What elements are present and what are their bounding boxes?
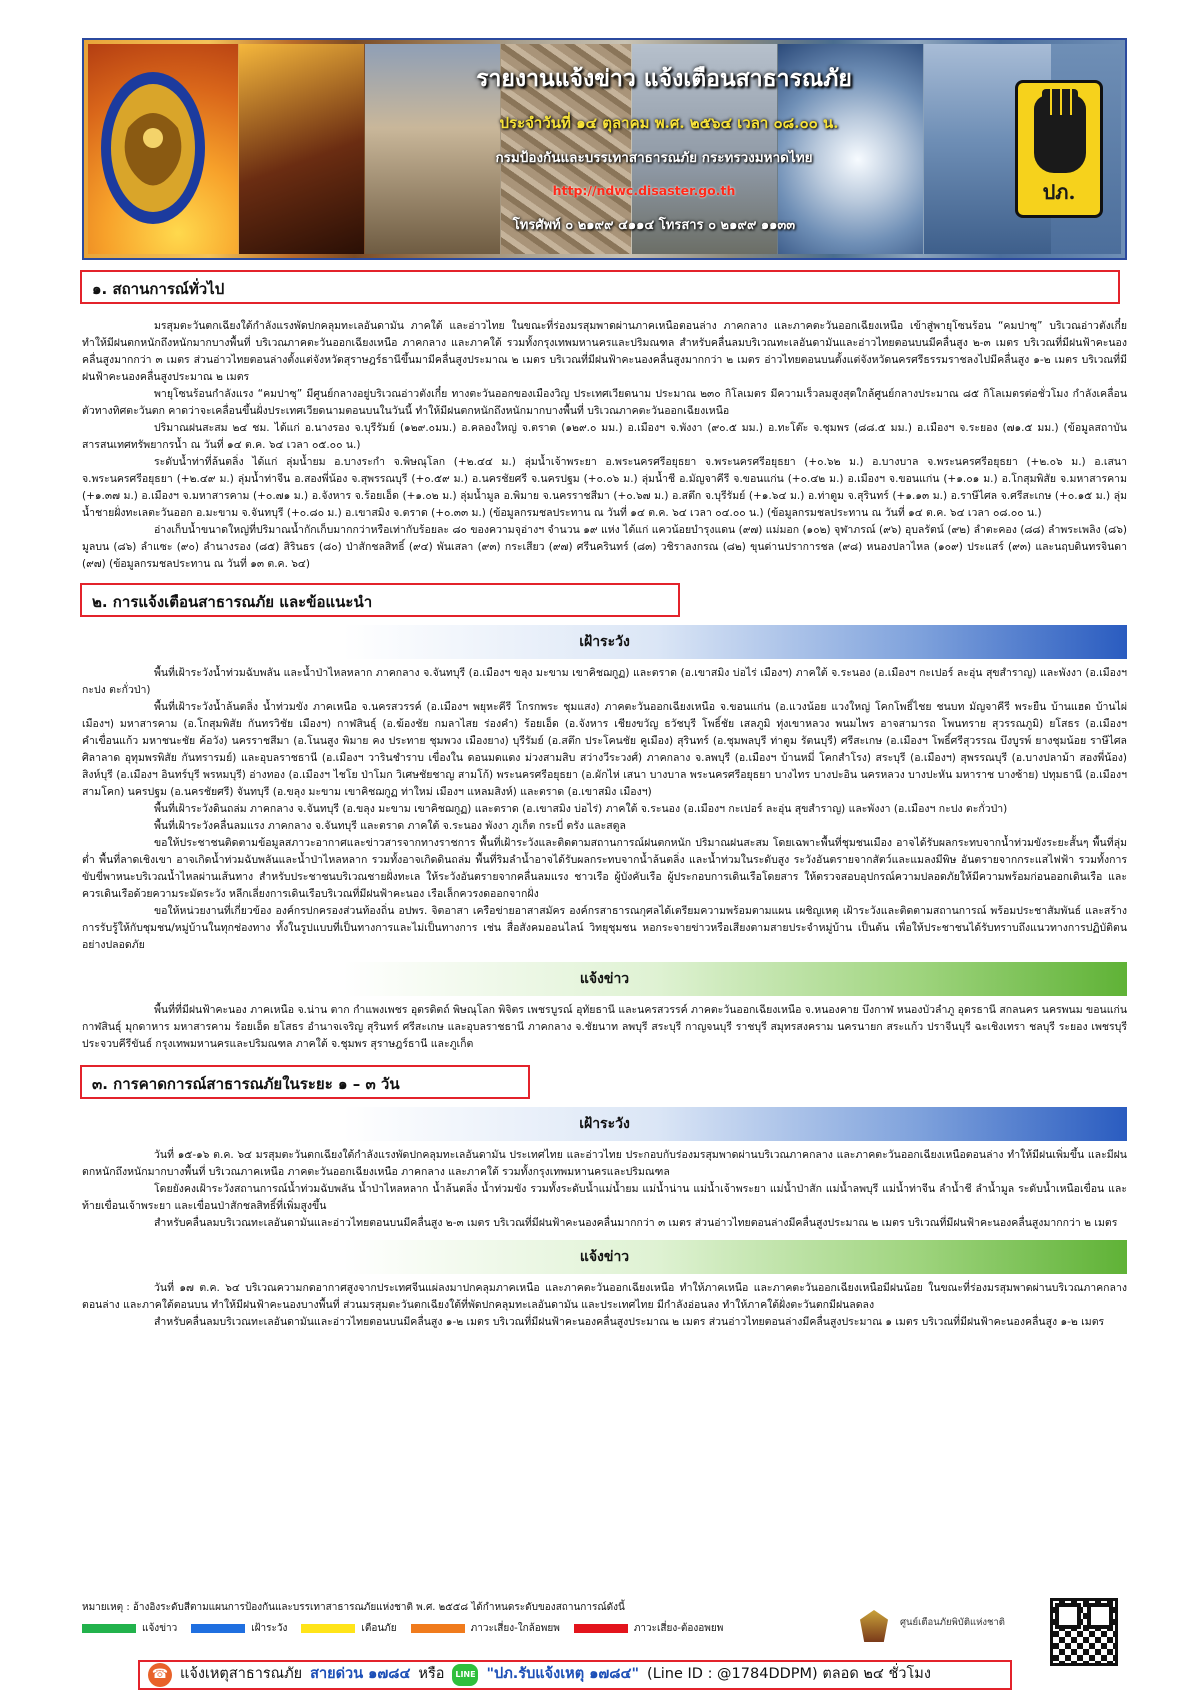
legend-item: เตือนภัย: [301, 1621, 396, 1636]
ddpm-logo: [1015, 80, 1103, 218]
watch-landslide: พื้นที่เฝ้าระวังดินถล่ม ภาคกลาง จ.จันทบุรี (อ.ขลุง มะขาม เขาคิชฌกูฏ) และตราด (อ.เขาสมิง บ่อไร่) ภาคใต้ จ.ระนอง (อ.เมืองฯ กะเปอร์ ละอุ่น สุขสำราญ) และพังงา (อ.เมืองฯ กะปง ตะกั่วป่า): [154, 803, 1008, 815]
general-reservoirs: อ่างเก็บน้ำขนาดใหญ่ที่ปริมาณน้ำกักเก็บมากกว่าหรือเท่ากับร้อยละ ๘๐ ของความจุอ่างฯ จำนวน ๑๙ แห่ง ได้แก่ แควน้อยบำรุงแดน (๙๗) แม่มอก (๑๐๒) จุฬาภรณ์ (๙๖) อุบลรัตน์ (๙๒) ลำตะคอง (๘๘) ลำพระเพลิง (๘๖) มูลบน (๘๖) ลำแซะ (๙๐) ลำนางรอง (๘๕) สิรินธร (๘๐) ป่าสักชลสิทธิ์ (๙๔) พันเสลา (๙๓) กระเสียว (๙๗) ศรีนครินทร์ (๘๓) วชิราลงกรณ (๘๒) ขุนด่านปราการชล (๙๘) หนองปลาไหล (๑๐๙) ประแสร์ (๙๓) และนฤบดินทรจินดา (๙๗) (ข้อมูลกรมชลประทาน ณ วันที่ ๑๓ ต.ค. ๖๔): [82, 524, 1127, 570]
report-date: ประจำวันที่ ๑๔ ตุลาคม พ.ศ. ๒๕๖๔ เวลา ๐๘.๐๐ น.: [499, 114, 839, 132]
general-monsoon: มรสุมตะวันตกเฉียงใต้กำลังแรงพัดปกคลุมทะเลอันดามัน ภาคใต้ และอ่าวไทย ในขณะที่ร่องมรสุมพาดผ่านภาคเหนือตอนล่าง ภาคกลาง และภาคตะวันออกเฉียงเหนือ เข้าสู่พายุโซนร้อน “คมปาซุ” บริเวณอ่าวตังเกี๋ย ทำให้มีฝนตกหนักถึงหนักมากบางพื้นที่ บริเวณภาคตะวันออกเฉียงเหนือ ภาคกลาง และภาคใต้ รวมทั้งกรุงเทพมหานครและปริมณฑล สำหรับคลื่นลมบริเวณทะเลอันดามันและอ่าวไทยตอนบนมีคลื่นสูง ๒-๓ เมตร บริเวณที่มีฝนฟ้าคะนองคลื่นสูงมากกว่า ๓ เมตร ส่วนอ่าวไทยตอนล่างตั้งแต่จังหวัดสุราษฎร์ธานีขึ้นมามีคลื่นสูงประมาณ ๒ เมตร บริเวณที่มีฝนฟ้าคะนองคลื่นสูงมากกว่า ๒ เมตร อ่าวไทยตอนบนตั้งแต่จังหวัดนครศรีธรรมราชลงไปมีคลื่นสูง ๑-๒ เมตร บริเวณที่มีฝนฟ้าคะนองคลื่นสูงประมาณ ๒ เมตร: [82, 320, 1127, 383]
remark: หมายเหตุ : อ้างอิงระดับสีตามแผนการป้องกันและบรรเทาสาธารณภัยแห่งชาติ พ.ศ. ๒๕๕๘ ได้กำหนดระดับของสถานการณ์ดังนี้: [82, 1602, 625, 1613]
hotline-number[interactable]: สายด่วน ๑๗๘๔: [310, 1666, 411, 1683]
line-account-name[interactable]: "ปภ.รับแจ้งเหตุ ๑๗๘๔": [486, 1666, 640, 1683]
section-forecast-title: ๓. การคาดการณ์สาธารณภัยในระยะ ๑ – ๓ วัน: [80, 1065, 530, 1099]
legend-item: เฝ้าระวัง: [191, 1621, 287, 1636]
forecast-watch-2: โดยยังคงเฝ้าระวังสถานการณ์น้ำท่วมฉับพลัน น้ำป่าไหลหลาก น้ำล้นตลิ่ง น้ำท่วมขัง รวมทั้งระดับน้ำแม่น้ำยม แม่น้ำน่าน แม่น้ำเจ้าพระยา แม่น้ำป่าสัก แม่น้ำลพบุรี แม่น้ำท่าจีน ลำน้ำชี ลำน้ำมูล ระดับน้ำเหนือเขื่อน และท้ายเขื่อนเจ้าพระยา และเขื่อนป่าสักชลสิทธิ์ที่เพิ่มสูงขึ้น: [82, 1183, 1127, 1212]
legend-swatch: [191, 1624, 245, 1633]
legend-swatch: [411, 1624, 465, 1633]
forecast-watch-3: สำหรับคลื่นลมบริเวณทะเลอันดามันและอ่าวไทยตอนบนมีคลื่นสูง ๒-๓ เมตร บริเวณที่มีฝนฟ้าคะนองคลื่นมากกว่า ๓ เมตร ส่วนอ่าวไทยตอนล่างมีคลื่นสูงประมาณ ๒ เมตร บริเวณที่มีฝนฟ้าคะนองคลื่นสูงมากกว่า ๒ เมตร: [154, 1217, 1118, 1229]
header-banner: [82, 38, 1127, 260]
forecast-notify-1: วันที่ ๑๗ ต.ค. ๖๔ บริเวณความกดอากาศสูงจากประเทศจีนแผ่ลงมาปกคลุมภาคเหนือ และภาคตะวันออกเฉียงเหนือ ทำให้ภาคเหนือ และภาคตะวันออกเฉียงเหนือมีฝนน้อย ในขณะที่ร่องมรสุมพาดผ่านบริเวณภาคกลางตอนล่าง และภาคใต้ตอนบน ทำให้มีฝนฟ้าคะนองบางพื้นที่ ส่วนมรสุมตะวันตกเฉียงใต้ที่พัดปกคลุมทะเลอันดามัน และประเทศไทย มีกำลังอ่อนลง ทำให้ภาคใต้ฝั่งตะวันตกมีฝนลดลง: [82, 1282, 1127, 1311]
watch-strong-wave: พื้นที่เฝ้าระวังคลื่นลมแรง ภาคกลาง จ.จันทบุรี และตราด ภาคใต้ จ.ระนอง พังงา ภูเก็ต กระบี่ ตรัง และสตูล: [154, 820, 626, 832]
hotline-prefix: แจ้งเหตุสาธารณภัย: [180, 1666, 303, 1683]
section-general-title: ๑. สถานการณ์ทั่วไป: [80, 270, 1120, 304]
forecast-watch-bar: เฝ้าระวัง: [82, 1107, 1127, 1141]
ministry-seal-icon: [98, 68, 208, 228]
general-storm: พายุโซนร้อนกำลังแรง “คมปาซุ” มีศูนย์กลางอยู่บริเวณอ่าวตังเกี๋ย ทางตะวันออกของเมืองวิญ ประเทศเวียดนาม ประมาณ ๒๓๐ กิโลเมตร มีความเร็วลมสูงสุดใกล้ศูนย์กลางประมาณ ๘๕ กิโลเมตรต่อชั่วโมง กำลังเคลื่อนตัวทางทิศตะวันตก คาดว่าจะเคลื่อนขึ้นฝั่งประเทศเวียดนามตอนบนในวันนี้ ทำให้มีฝนตกหนักถึงหนักมากบางพื้นที่ บริเวณภาคตะวันออกเฉียงเหนือ: [82, 388, 1127, 417]
report-title: รายงานแจ้งข่าว แจ้งเตือนสาธารณภัย: [476, 65, 852, 92]
watch-overflow: พื้นที่เฝ้าระวังน้ำล้นตลิ่ง น้ำท่วมขัง ภาคเหนือ จ.นครสวรรค์ (อ.เมืองฯ พยุหะคีรี โกรกพระ ชุมแสง) ภาคตะวันออกเฉียงเหนือ จ.ขอนแก่น (อ.แวงน้อย แวงใหญ่ โคกโพธิ์ไชย ชนบท มัญจาคีรี พระยืน บ้านแฮด บ้านไผ่ เมืองฯ) มหาสารคาม (อ.โกสุมพิสัย กันทรวิชัย เมืองฯ) กาฬสินธุ์ (อ.ฆ้องชัย กมลาไสย ร่องคำ) ร้อยเอ็ด (อ.จังหาร เชียงขวัญ ธวัชบุรี โพธิ์ชัย เสลภูมิ ทุ่งเขาหลวง พนมไพร อาจสามารถ โพนทราย สุวรรณภูมิ) ยโสธร (อ.เมืองฯ คำเขื่อนแก้ว มหาชนะชัย ค้อวัง) นครราชสีมา (อ.โนนสูง พิมาย คง ประทาย ชุมพวง เมืองยาง) บุรีรัมย์ (อ.สตึก ประโคนชัย คูเมือง) สุรินทร์ (อ.ชุมพลบุรี ท่าตูม รัตนบุรี) ศรีสะเกษ (อ.เมืองฯ โพธิ์ศรีสุวรรณ บึงบูรพ์ ยางชุมน้อย ราษีไศล ศิลาลาด อุทุมพรพิสัย กันทรารมย์) และอุบลราชธานี (อ.เมืองฯ วารินชำราบ เขื่องใน ดอนมดแดง ม่วงสามสิบ สว่างวีระวงศ์) ภาคกลาง จ.ลพบุรี (อ.เมืองฯ บ้านหมี่ โคกสำโรง) สระบุรี (อ.เมืองฯ) สุพรรณบุรี (อ.บางปลาม้า สองพี่น้อง) สิงห์บุรี (อ.เมืองฯ อินทร์บุรี พรหมบุรี) อ่างทอง (อ.เมืองฯ ไชโย ป่าโมก วิเศษชัยชาญ สามโก้) พระนครศรีอยุธยา (อ.ผักไห่ เสนา บางบาล พระนครศรีอยุธยา บางไทร บางปะอิน นครหลวง บางปะหัน มหาราช บางซ้าย) ปทุมธานี (อ.เมืองฯ สามโคก) นครปฐม (อ.นครชัยศรี) จันทบุรี (อ.ขลุง มะขาม เขาคิชฌกูฏ ท่าใหม่ เมืองฯ แหลมสิงห์) และตราด (อ.เขาสมิง เมืองฯ): [82, 701, 1127, 798]
notify-bar: แจ้งข่าว: [82, 962, 1127, 996]
line-id: (Line ID : @1784DDPM) ตลอด ๒๔ ชั่วโมง: [647, 1666, 931, 1683]
forecast-notify-bar: แจ้งข่าว: [82, 1240, 1127, 1274]
line-app-icon: LINE: [452, 1664, 478, 1686]
legend-item: ภาวะเสี่ยง-ใกล้อพยพ: [411, 1621, 560, 1636]
department-name: กรมป้องกันและบรรเทาสาธารณภัย กระทรวงมหาดไทย: [495, 150, 813, 166]
qr-code-icon[interactable]: [1050, 1598, 1118, 1666]
legend-swatch: [82, 1624, 136, 1633]
advice-agencies: ขอให้หน่วยงานที่เกี่ยวข้อง องค์กรปกครองส่วนท้องถิ่น อปพร. จิตอาสา เครือข่ายอาสาสมัคร องค์กรสาธารณกุศลได้เตรียมความพร้อมตามแผน เผชิญเหตุ เฝ้าระวังและติดตามสถานการณ์ พร้อมประชาสัมพันธ์ และสร้างการรับรู้ให้กับชุมชน/หมู่บ้านในทุกช่องทาง ทั้งในรูปแบบที่เป็นทางการและไม่เป็นทางการ เช่น สื่อสังคมออนไลน์ วิทยุชุมชน หอกระจายข่าวหรือเสียงตามสายประจำหมู่บ้าน เป็นต้น เพื่อให้ประชาชนได้รับทราบถึงแนวทางการปฏิบัติตนอย่างปลอดภัย: [82, 905, 1127, 951]
advice-public: ขอให้ประชาชนติดตามข้อมูลสภาวะอากาศและข่าวสารจากทางราชการ พื้นที่เฝ้าระวังและติดตามสถานการณ์ฝนตกหนัก ปริมาณฝนสะสม โดยเฉพาะพื้นที่ชุมชนเมือง อาจได้รับผลกระทบจากน้ำท่วมขังระยะสั้นๆ พื้นที่ลุ่มต่ำ พื้นที่ลาดเชิงเขา อาจเกิดน้ำท่วมฉับพลันและน้ำป่าไหลหลาก รวมทั้งอาจเกิดดินถล่ม พื้นที่ริมลำน้ำอาจได้รับผลกระทบจากน้ำล้นตลิ่ง และน้ำท่วมในระดับสูง ระวังอันตรายจากสัตว์และแมลงมีพิษ อันตรายจากกระแสไฟฟ้า รวมทั้งการขับขี่พาหนะบริเวณน้ำไหลผ่านเส้นทาง สำหรับประชาชนบริเวณชายฝั่งทะเล ให้ระวังอันตรายจากคลื่นลมแรง ชาวเรือ ผู้บังคับเรือ ผู้ประกอบการเดินเรือโดยสาร ให้ตรวจสอบอุปกรณ์ความปลอดภัยให้มีความพร้อมก่อนออกเดินเรือ และควรเดินเรือด้วยความระมัดระวัง หลีกเลี่ยงการเดินเรือบริเวณที่มีฝนฟ้าคะนอง เรือเล็กควรงดออกจากฝั่ง: [82, 837, 1127, 900]
phone-icon: ☎: [148, 1663, 172, 1687]
hand-icon: [1034, 95, 1086, 173]
website-link[interactable]: http://ndwc.disaster.go.th: [552, 183, 736, 198]
general-rainfall: ปริมาณฝนสะสม ๒๔ ชม. ได้แก่ อ.นางรอง จ.บุรีรัมย์ (๑๒๙.๐มม.) อ.คลองใหญ่ จ.ตราด (๑๒๙.๐ มม.) อ.เมืองฯ จ.พังงา (๙๐.๕ มม.) อ.ทะโต๊ะ จ.ชุมพร (๘๘.๕ มม.) อ.เมืองฯ จ.ระยอง (๗๑.๕ มม.) (ข้อมูลสถาบันสารสนเทศทรัพยากรน้ำ ณ วันที่ ๑๔ ต.ค. ๖๔ เวลา ๐๕.๐๐ น.): [82, 422, 1127, 451]
general-water-level: ระดับน้ำท่าที่ล้นตลิ่ง ได้แก่ ลุ่มน้ำยม อ.บางระกำ จ.พิษณุโลก (+๒.๔๔ ม.) ลุ่มน้ำเจ้าพระยา อ.พระนครศรีอยุธยา จ.พระนครศรีอยุธยา (+๐.๖๒ ม.) อ.บางบาล จ.พระนครศรีอยุธยา (+๒.๐๖ ม.) อ.เสนา จ.พระนครศรีอยุธยา (+๒.๔๙ ม.) ลุ่มน้ำท่าจีน อ.สองพี่น้อง จ.สุพรรณบุรี (+๐.๕๙ ม.) อ.นครชัยศรี จ.นครปฐม (+๐.๐๖ ม.) ลุ่มน้ำชี อ.มัญจาคีรี จ.ขอนแก่น (+๐.๔๒ ม.) อ.เมืองฯ จ.ขอนแก่น (+๑.๐๑ ม.) อ.โกสุมพิสัย จ.มหาสารคาม (+๑.๓๗ ม.) อ.เมืองฯ จ.มหาสารคาม (+๐.๗๑ ม.) อ.จังหาร จ.ร้อยเอ็ด (+๑.๐๒ ม.) ลุ่มน้ำมูล อ.พิมาย จ.นครราชสีมา (+๐.๖๗ ม.) อ.สตึก จ.บุรีรัมย์ (+๑.๖๔ ม.) อ.ท่าตูม จ.สุรินทร์ (+๑.๑๓ ม.) อ.ราษีไศล จ.ศรีสะเกษ (+๐.๑๕ ม.) ลุ่มน้ำชายฝั่งทะเลตะวันออก อ.มะขาม จ.จันทบุรี (+๐.๘๐ ม.) อ.เขาสมิง จ.ตราด (+๐.๓๓ ม.) (ข้อมูลกรมชลประทาน ณ วันที่ ๑๔ ต.ค. ๖๔ เวลา ๐๔.๐๐ น.) (ข้อมูลกรมชลประทาน ณ วันที่ ๑๔ ต.ค. ๖๔ เวลา ๐๘.๐๐ น.): [82, 456, 1127, 519]
watch-bar: เฝ้าระวัง: [82, 625, 1127, 659]
legend-item: แจ้งข่าว: [82, 1621, 177, 1636]
ndwc-label: ศูนย์เตือนภัยพิบัติแห่งชาติ: [900, 1617, 1005, 1628]
forecast-notify-2: สำหรับคลื่นลมบริเวณทะเลอันดามันและอ่าวไทยตอนบนมีคลื่นสูง ๑-๒ เมตร บริเวณที่มีฝนฟ้าคะนองคลื่นสูงประมาณ ๒ เมตร ส่วนอ่าวไทยตอนล่างมีคลื่นสูงประมาณ ๑ เมตร บริเวณที่มีฝนฟ้าคะนองคลื่นสูง ๑-๒ เมตร: [154, 1316, 1105, 1328]
legend-swatch: [301, 1624, 355, 1633]
hotline-or: หรือ: [418, 1666, 445, 1683]
hotline-box: [138, 1660, 1012, 1690]
legend-item: ภาวะเสี่ยง-ต้องอพยพ: [574, 1621, 724, 1636]
watch-flash-flood: พื้นที่เฝ้าระวังน้ำท่วมฉับพลัน และน้ำป่าไหลหลาก ภาคกลาง จ.จันทบุรี (อ.เมืองฯ ขลุง มะขาม เขาคิชฌกูฏ) และตราด (อ.เขาสมิง บ่อไร่ เมืองฯ) ภาคใต้ จ.ระนอง (อ.เมืองฯ กะเปอร์ ละอุ่น สุขสำราญ) และพังงา (อ.เมืองฯ กะปง ตะกั่วป่า): [82, 667, 1127, 696]
forecast-watch-1: วันที่ ๑๕-๑๖ ต.ค. ๖๔ มรสุมตะวันตกเฉียงใต้กำลังแรงพัดปกคลุมทะเลอันดามัน ประเทศไทย และอ่าวไทย ประกอบกับร่องมรสุมพาดผ่านบริเวณภาคกลาง และภาคตะวันออกเฉียงเหนือตอนล่าง ทำให้มีฝนเพิ่มขึ้น และมีฝนตกหนักถึงหนักมากบางพื้นที่ บริเวณภาคเหนือ ภาคตะวันออกเฉียงเหนือ ภาคกลาง และภาคใต้ รวมทั้งกรุงเทพมหานครและปริมณฑล: [82, 1149, 1127, 1178]
contact-phone: โทรศัพท์ ๐ ๒๑๙๙ ๔๑๑๔ โทรสาร ๐ ๒๑๙๙ ๑๑๓๓: [512, 218, 796, 233]
legend-swatch: [574, 1624, 628, 1633]
section-warning-title: ๒. การแจ้งเตือนสาธารณภัย และข้อแนะนำ: [80, 583, 680, 617]
notify-thunderstorm: พื้นที่ที่มีฝนฟ้าคะนอง ภาคเหนือ จ.น่าน ตาก กำแพงเพชร อุตรดิตถ์ พิษณุโลก พิจิตร เพชรบูรณ์ อุทัยธานี และนครสวรรค์ ภาคตะวันออกเฉียงเหนือ จ.หนองคาย บึงกาฬ หนองบัวลำภู อุดรธานี สกลนคร นครพนม ขอนแก่น กาฬสินธุ์ มุกดาหาร มหาสารคาม ร้อยเอ็ด ยโสธร อำนาจเจริญ สุรินทร์ ศรีสะเกษ และอุบลราชธานี ภาคกลาง จ.ชัยนาท ลพบุรี สระบุรี กาญจนบุรี ราชบุรี สมุทรสงคราม นครนายก สระแก้ว ปราจีนบุรี ฉะเชิงเทรา ชลบุรี ระยอง เพชรบุรี ประจวบคีรีขันธ์ กรุงเทพมหานครและปริมณฑล ภาคใต้ จ.ชุมพร สุราษฎร์ธานี และภูเก็ต: [82, 1004, 1127, 1050]
ddpm-logo-text: ปภ.: [1042, 180, 1076, 204]
